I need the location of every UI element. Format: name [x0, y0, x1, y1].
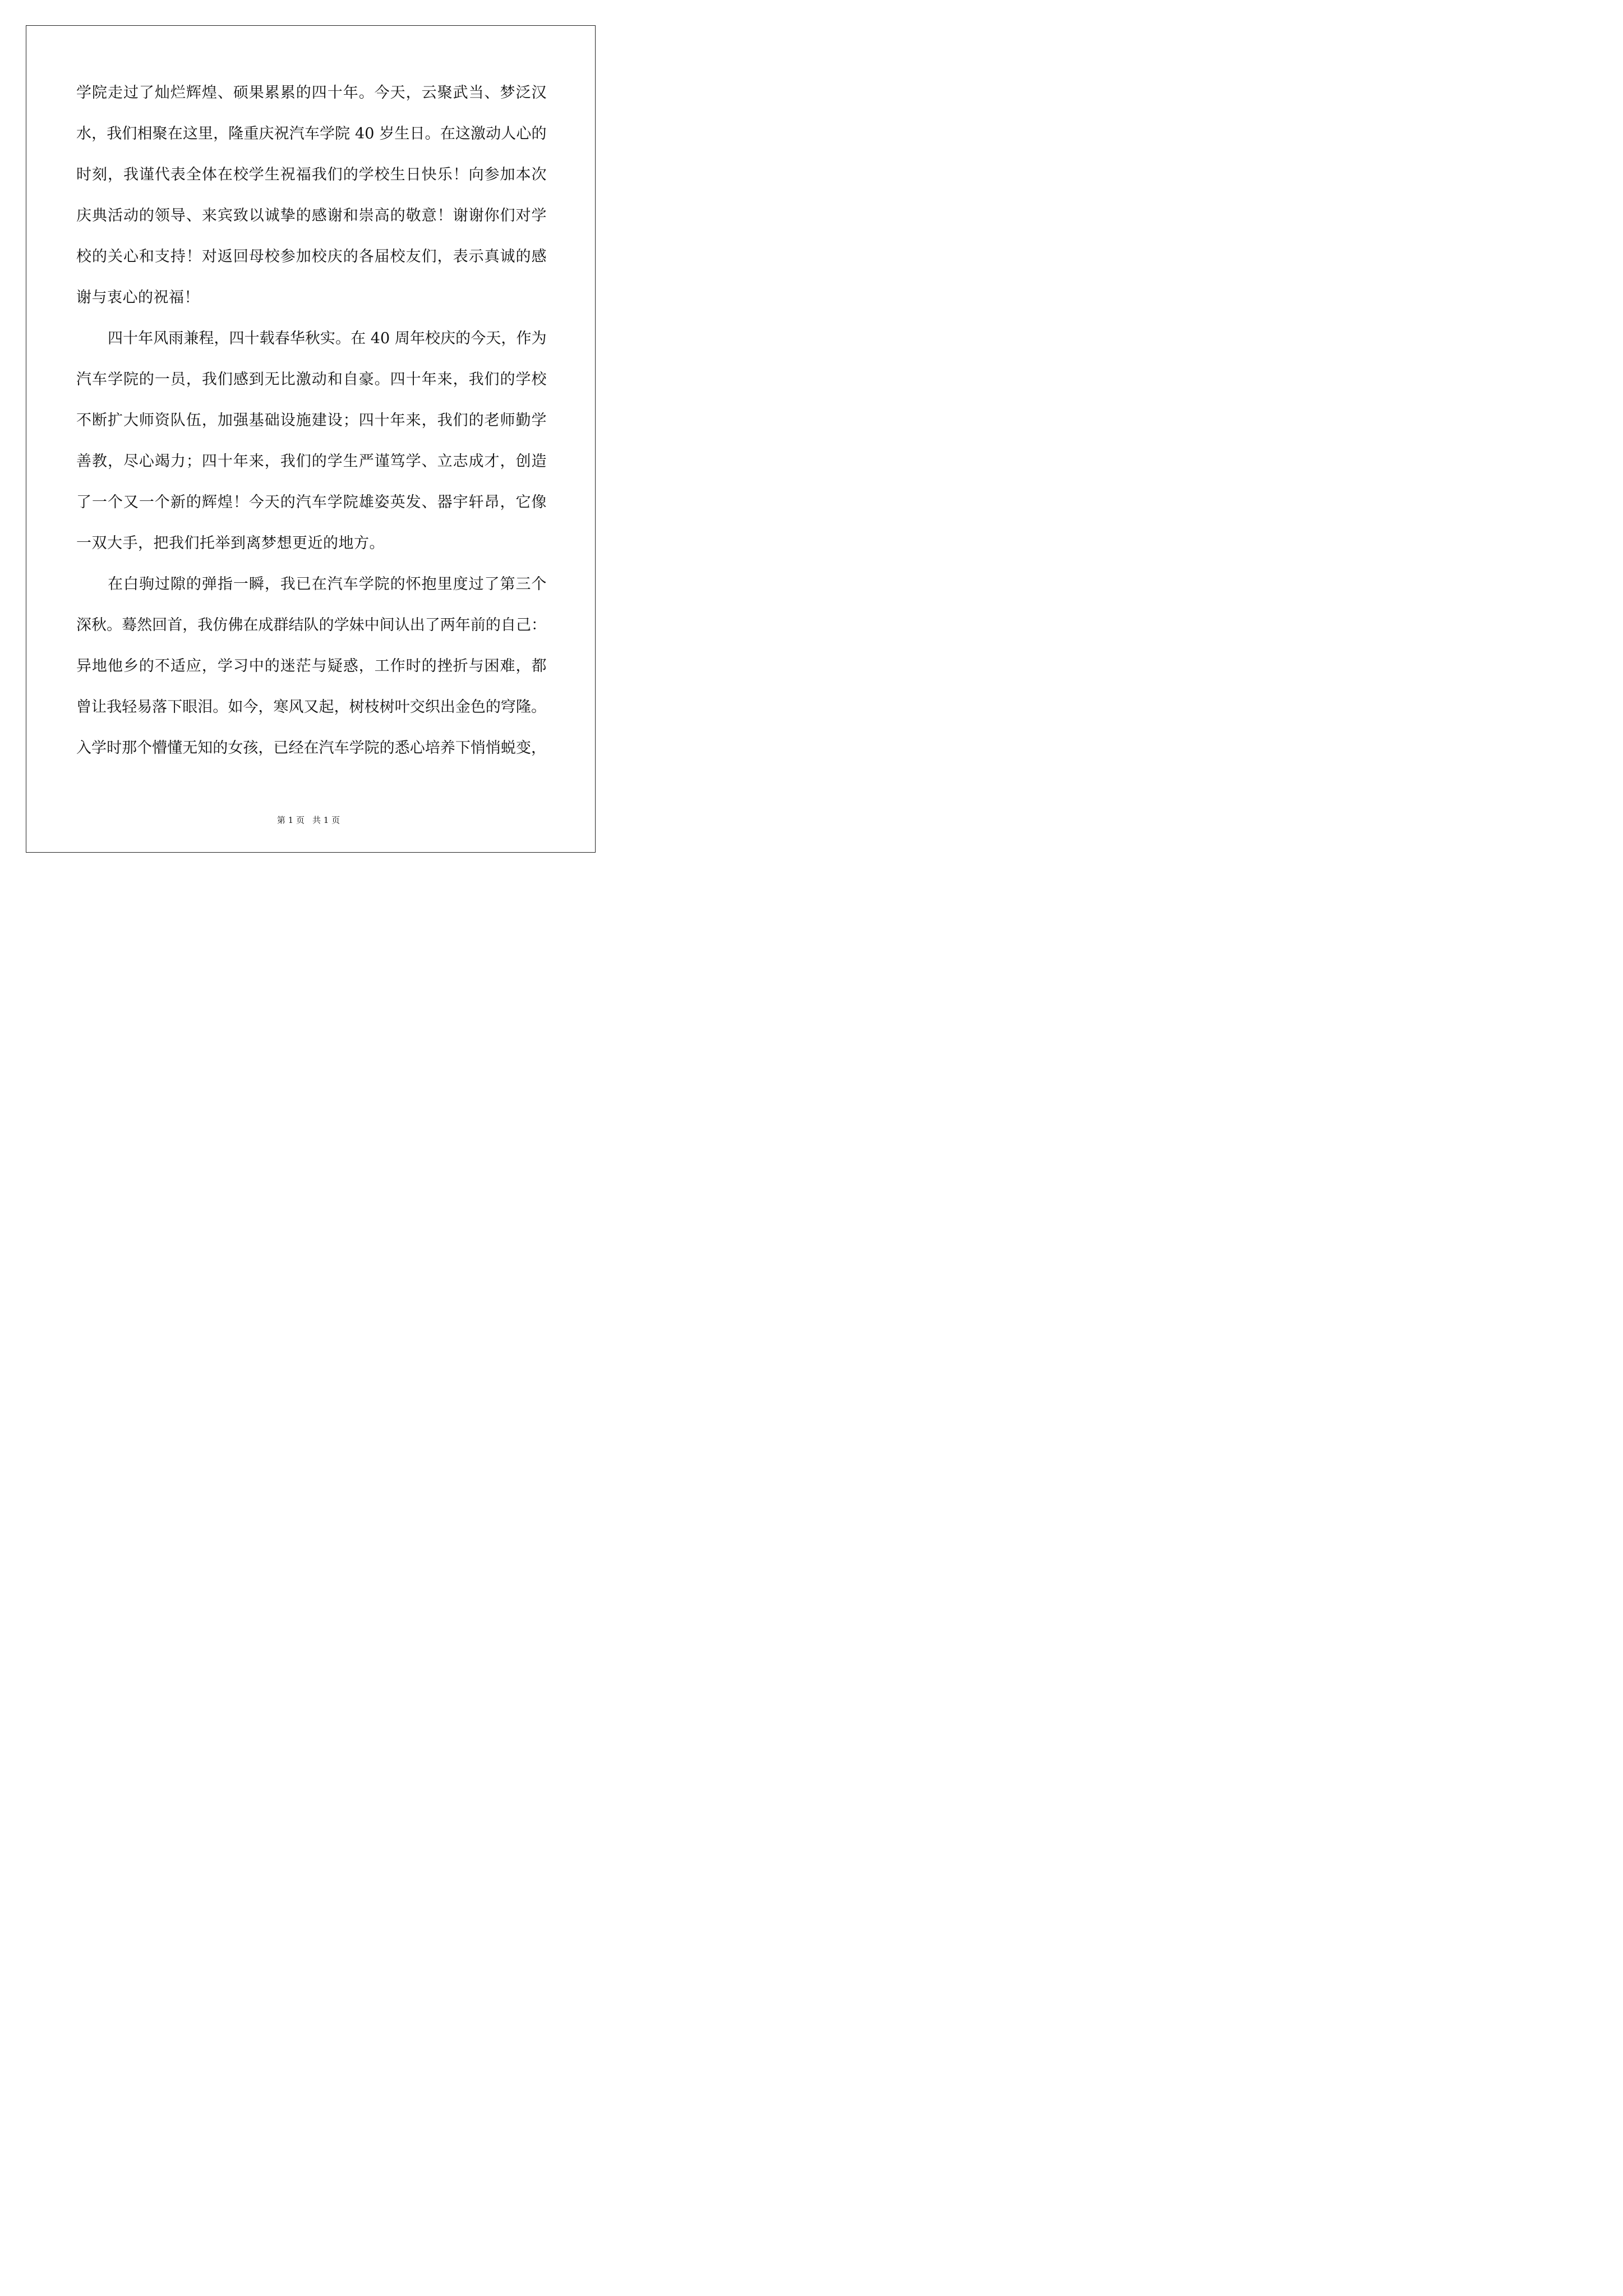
page-total: 共 1 页	[312, 815, 340, 825]
page-footer	[0, 815, 617, 826]
text-line: 谢与衷心的祝福！	[76, 289, 200, 306]
text-line: 了一个又一个新的辉煌！今天的汽车学院雄姿英发、器宇轩昂，它像	[76, 494, 547, 511]
text-line: 汽车学院的一员，我们感到无比激动和自豪。四十年来，我们的学校	[76, 371, 547, 388]
paragraph-start-line: 在白驹过隙的弹指一瞬，我已在汽车学院的怀抱里度过了第三个	[108, 576, 547, 593]
text-line: 学院走过了灿烂辉煌、硕果累累的四十年。今天，云聚武当、梦泛汉	[76, 84, 547, 102]
page-number: 第 1 页	[276, 815, 305, 825]
paragraph-start-line: 四十年风雨兼程，四十载春华秋实。在 40 周年校庆的今天，作为	[108, 330, 547, 347]
text-line: 入学时那个懵懂无知的女孩，已经在汽车学院的悉心培养下悄悄蜕变，	[76, 739, 547, 757]
text-line: 校的关心和支持！对返回母校参加校庆的各届校友们，表示真诚的感	[76, 248, 547, 265]
text-line: 时刻，我谨代表全体在校学生祝福我们的学校生日快乐！向参加本次	[76, 166, 547, 183]
text-line: 水，我们相聚在这里，隆重庆祝汽车学院 40 岁生日。在这激动人心的	[76, 125, 547, 142]
text-line: 深秋。蓦然回首，我仿佛在成群结队的学妹中间认出了两年前的自己：	[76, 616, 547, 634]
text-line: 善教，尽心竭力；四十年来，我们的学生严谨笃学、立志成才，创造	[76, 453, 547, 470]
text-line: 不断扩大师资队伍，加强基础设施建设；四十年来，我们的老师勤学	[76, 412, 547, 429]
text-line: 一双大手，把我们托举到离梦想更近的地方。	[76, 535, 385, 552]
text-line: 庆典活动的领导、来宾致以诚挚的感谢和崇高的敬意！谢谢你们对学	[76, 207, 547, 224]
text-line: 曾让我轻易落下眼泪。如今，寒风又起，树枝树叶交织出金色的穹隆。	[76, 698, 547, 716]
page-border	[26, 25, 596, 853]
text-line: 异地他乡的不适应，学习中的迷茫与疑惑，工作时的挫折与困难，都	[76, 657, 547, 675]
